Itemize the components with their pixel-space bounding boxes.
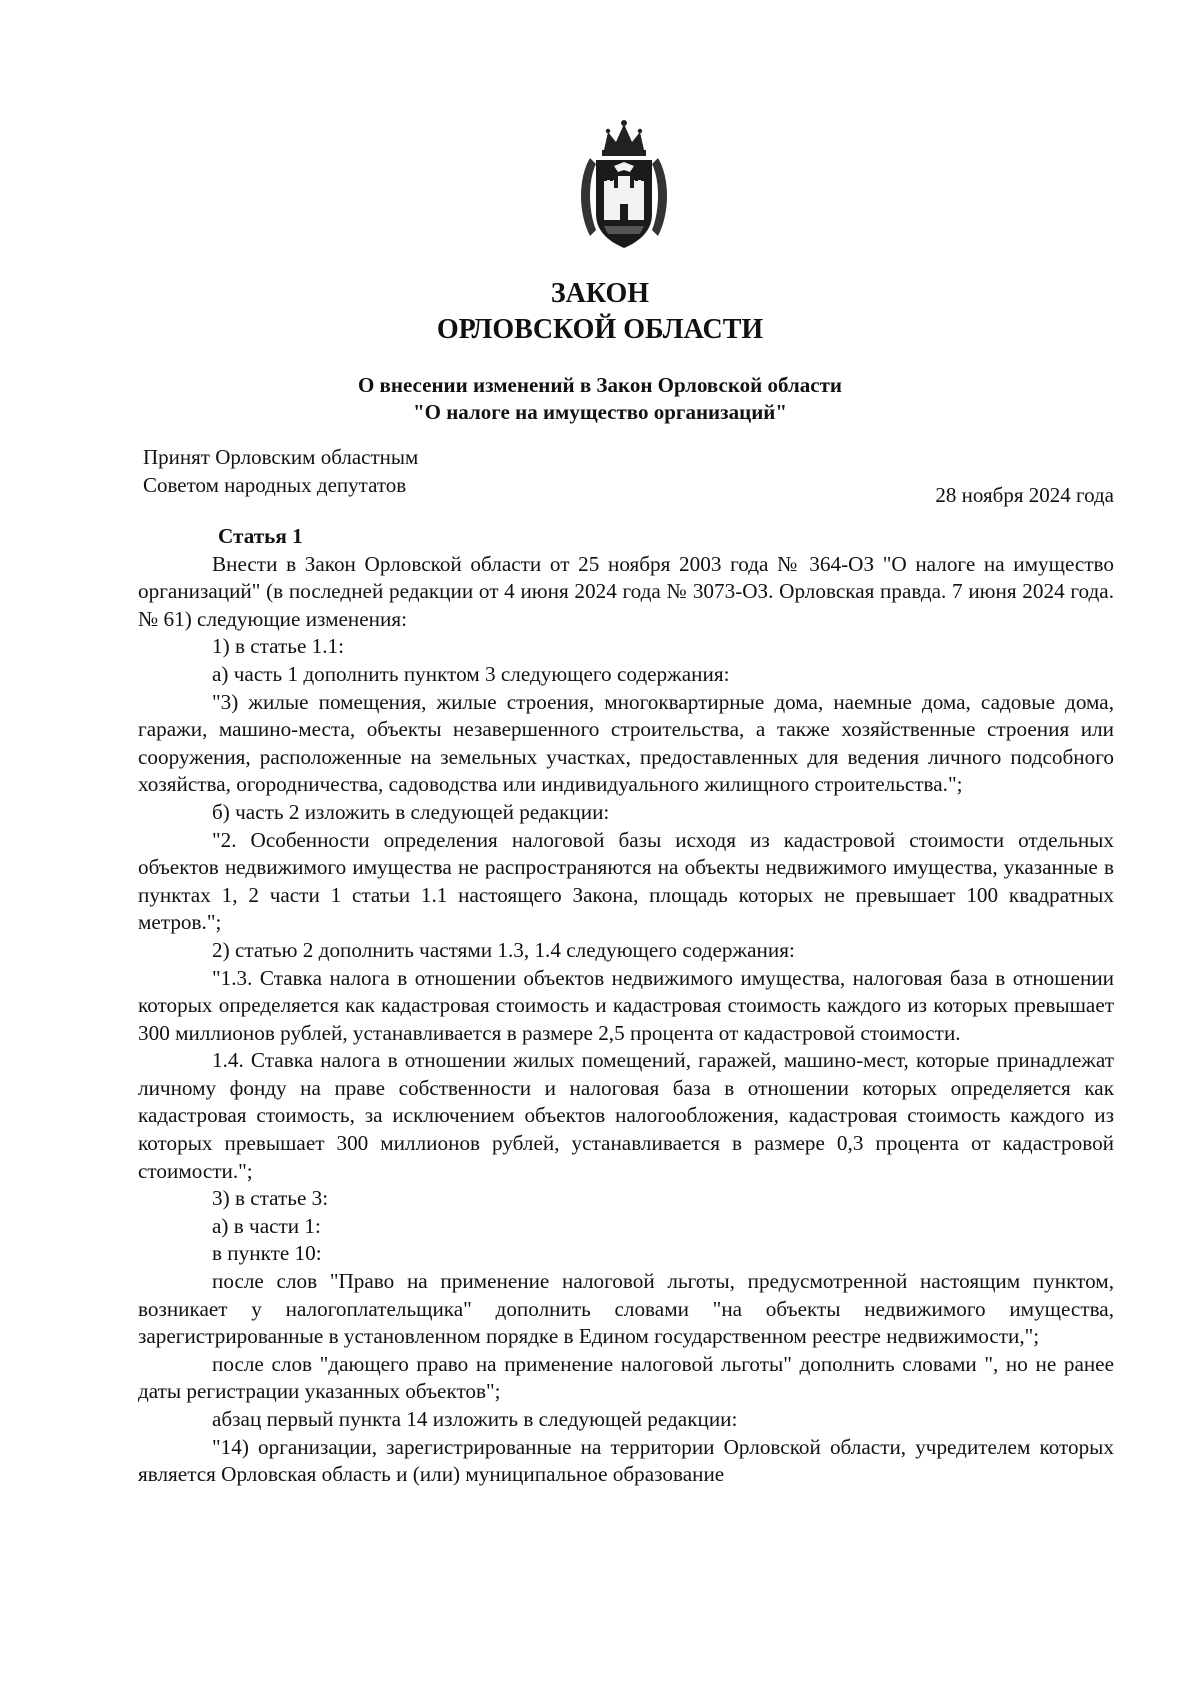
coat-of-arms-emblem [574, 118, 674, 254]
paragraph: Внести в Закон Орловской области от 25 ноября 2003 года № 364-ОЗ "О налоге на имущество организаций" (в последней редакции от 4 июня 2024 года № 3073-ОЗ. Орловская правда. 7 июня 2024 года. № 61) следующие изменения: [138, 551, 1114, 631]
document-subtitle-line2: "О налоге на имущество организаций" [412, 400, 788, 424]
paragraph: "2. Особенности определения налоговой базы исходя из кадастровой стоимости отдельных объектов недвижимого имущества не распространяются на объекты недвижимого имущества, указанные в пунктах 1, 2 части 1 статьи 1.1 настоящего Закона, площадь которых не превышает 100 квадратных метров."; [138, 827, 1114, 935]
paragraph: а) часть 1 дополнить пунктом 3 следующего содержания: [212, 661, 730, 686]
document-subtitle-line1: О внесении изменений в Закон Орловской области [357, 373, 843, 397]
paragraph: "1.3. Ставка налога в отношении объектов недвижимого имущества, налоговая база в отношении которых определяется как кадастровая стоимость и кадастровая стоимость каждого из которых превышает 300 миллионов рублей, устанавливается в размере 2,5 процента от кадастровой стоимости. [138, 965, 1114, 1045]
paragraph: в пункте 10: [212, 1241, 322, 1266]
paragraph: 3) в статье 3: [212, 1186, 329, 1211]
document-title-line1: ЗАКОН [550, 278, 650, 309]
paragraph: после слов "Право на применение налоговой льготы, предусмотренной настоящим пунктом, возникает у налогоплательщика" дополнить словами "на объекты недвижимого имущества, зарегистрированные в установленном порядке в Едином государственном реестре недвижимости,"; [138, 1269, 1114, 1349]
paragraph: 2) статью 2 дополнить частями 1.3, 1.4 следующего содержания: [212, 937, 795, 962]
adoption-line2: Советом народных депутатов [143, 473, 407, 497]
paragraph: после слов "дающего право на применение налоговой льготы" дополнить словами ", но не ранее даты регистрации указанных объектов"; [138, 1351, 1114, 1404]
paragraph: б) часть 2 изложить в следующей редакции: [212, 799, 610, 824]
paragraph: а) в части 1: [212, 1213, 321, 1238]
adoption-line1: Принят Орловским областным [143, 445, 419, 469]
paragraph: 1.4. Ставка налога в отношении жилых помещений, гаражей, машино-мест, которые принадлежат личному фонду на праве собственности и налоговая база в отношении которых определяется как кадастровая стоимость, за исключением объектов налогообложения, кадастровая стоимость каждого из которых превышает 300 миллионов рублей, устанавливается в размере 0,3 процента от кадастровой стоимости."; [138, 1048, 1114, 1183]
paragraph: "14) организации, зарегистрированные на территории Орловской области, учредителем которых является Орловская область и (или) муниципальное образование [138, 1434, 1114, 1487]
adoption-statement [143, 443, 418, 499]
document-title-line2: ОРЛОВСКОЙ ОБЛАСТИ [436, 314, 764, 345]
paragraph: 1) в статье 1.1: [212, 634, 345, 659]
paragraph: "3) жилые помещения, жилые строения, многоквартирные дома, наемные дома, садовые дома, гаражи, машино-места, объекты незавершенного строительства, а также хозяйственные строения или сооружения, расположенные на земельных участках, предоставленных для ведения личного подсобного хозяйства, огородничества, садоводства или индивидуального жилищного строительства."; [138, 689, 1114, 797]
document-body [138, 523, 1114, 1489]
paragraph: абзац первый пункта 14 изложить в следующей редакции: [212, 1407, 738, 1431]
article-heading: Статья 1 [218, 524, 303, 548]
adoption-date: 28 ноября 2024 года [935, 483, 1114, 507]
